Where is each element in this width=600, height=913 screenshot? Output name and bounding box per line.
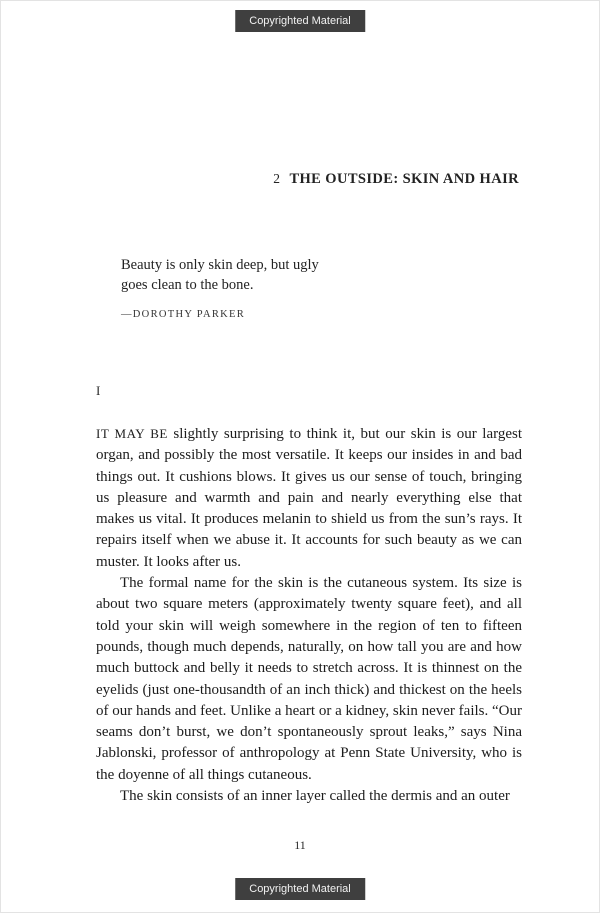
page-number: 11 <box>294 838 306 852</box>
chapter-heading <box>273 171 519 188</box>
paragraph-1-text: slightly surprising to think it, but our skin is our largest organ, and possibly the most versatile. It keeps our insides in and bad things out. It cushions blows. It gives us our sense of touch, bringing us pleasure and warmth and pain and nearly everything else that makes us vital. It produces melanin to shield us from the sun’s rays. It repairs itself when we abuse it. It accounts for such beauty as we can muster. It looks after us. <box>96 426 522 570</box>
body-text <box>96 423 522 807</box>
copyright-banner-bottom: Copyrighted Material <box>235 878 365 900</box>
section-marker: I <box>96 383 101 398</box>
paragraph-2: The formal name for the skin is the cutaneous system. Its size is about two square meters (approximately twenty square feet), and all told your skin will weigh somewhere in the region of ten to fifteen pounds, though much depends, naturally, on how tall you are and how much buttock and belly it needs to stretch across. It is thinnest on the eyelids (just one-thousandth of an inch thick) and thickest on the heels of our hands and feet. Unlike a heart or a kidney, skin never fails. “Our seams don’t burst, we don’t spontaneously sprout leaks,” says Nina Jablonski, professor of anthropology at Penn State University, who is the doyenne of all things cutaneous. <box>96 575 522 783</box>
paragraph-1-lead: IT MAY BE <box>96 426 168 441</box>
epigraph <box>121 255 319 325</box>
chapter-number: 2 <box>273 171 281 186</box>
chapter-title: THE OUTSIDE: SKIN AND HAIR <box>289 171 519 187</box>
epigraph-attribution: —DOROTHY PARKER <box>121 309 246 320</box>
epigraph-line-2: goes clean to the bone. <box>121 277 254 293</box>
copyright-banner-top: Copyrighted Material <box>235 10 365 32</box>
paragraph-1 <box>96 423 522 573</box>
epigraph-line-1: Beauty is only skin deep, but ugly <box>121 257 319 273</box>
paragraph-3: The skin consists of an inner layer called the dermis and an outer <box>120 788 510 805</box>
